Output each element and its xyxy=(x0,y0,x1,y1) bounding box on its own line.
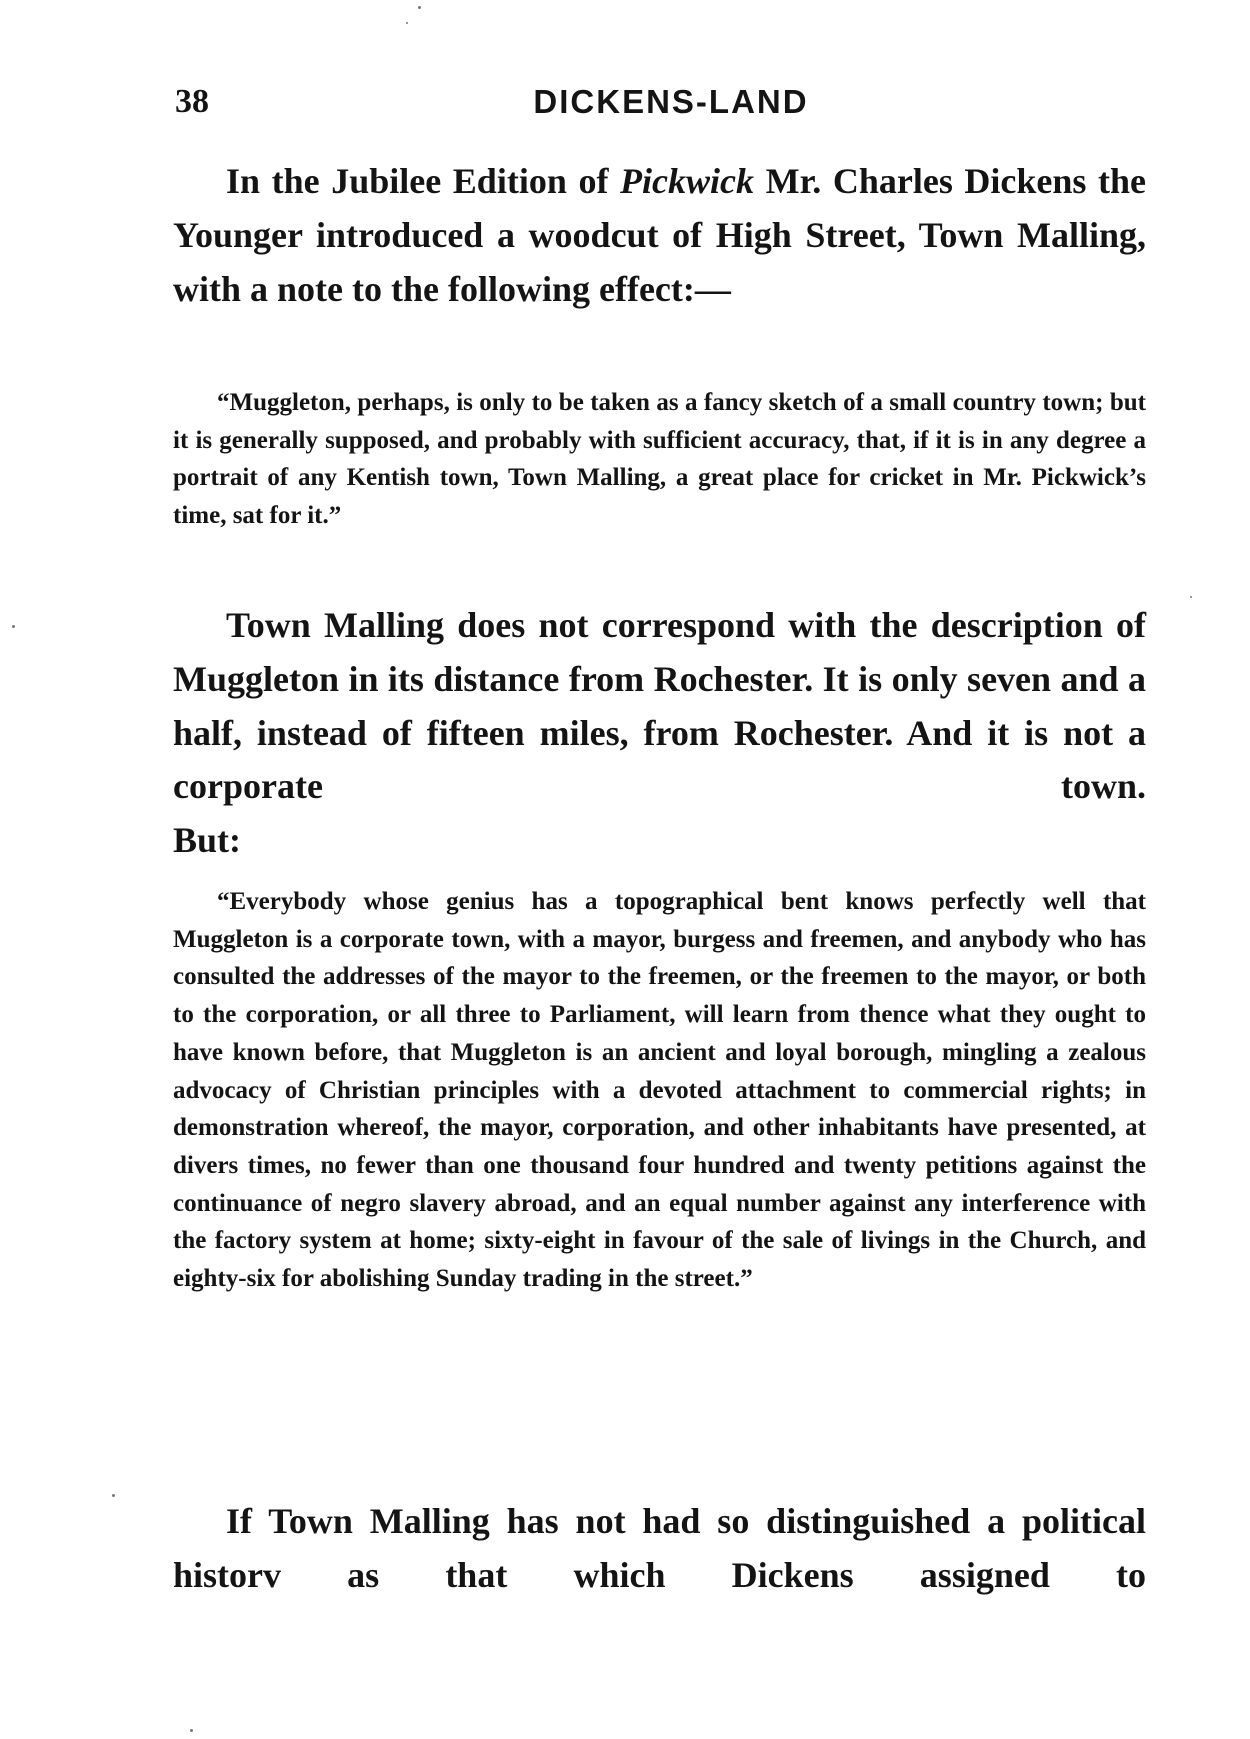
paragraph-2-main: Town Malling does not correspond with the description of Muggleton in its distance from Rochester. It is only seven and a half, instead of fifteen miles, from Rochester. And it is not a corporate town. xyxy=(173,605,1146,807)
book-title-italic: Pickwick xyxy=(620,161,754,201)
scan-speck xyxy=(406,22,408,24)
scan-speck xyxy=(1190,596,1192,598)
paragraph-1-text-start: In the Jubilee Edition of xyxy=(226,161,621,201)
paragraph-1-text-end: Mr. Charles Dickens the Younger introduced a woodcut of High Street, Town Malling, with a note to the following effect:— xyxy=(173,161,1147,309)
scan-speck xyxy=(12,625,15,628)
paragraph-2 xyxy=(173,599,1146,868)
paragraph-3: If Town Malling has not had so distinguished a political historv as that which Dickens assigned to xyxy=(173,1501,1146,1595)
page-number: 38 xyxy=(175,83,209,120)
scan-speck xyxy=(418,6,421,9)
running-head xyxy=(175,83,1147,133)
running-title: DICKENS-LAND xyxy=(533,83,809,120)
block-quote-1: “Muggleton, perhaps, is only to be taken as a fancy sketch of a small country town; but it is generally supposed, and probably with sufficient accuracy, that, if it is in any degree a portrait of any Kentish town, Town Malling, a great place for cricket in Mr. Pickwick’s time, sat for it.” xyxy=(173,389,1146,530)
paragraph-2-tail: But: xyxy=(173,820,242,861)
scan-speck xyxy=(190,1729,193,1732)
scan-speck xyxy=(112,1494,115,1497)
paragraph-1 xyxy=(173,155,1146,316)
block-quote-2: “Everybody whose genius has a topographical bent knows perfectly well that Muggleton is a corporate town, with a mayor, burgess and freemen, and anybody who has consulted the addresses of the mayor to the freemen, or the freemen to the mayor, or both to the corporation, or all three to Parliament, will learn from thence what they ought to have known before, that Muggleton is an ancient and loyal borough, mingling a zealous advocacy of Christian principles with a devoted attachment to commercial rights; in demonstration whereof, the mayor, corporation, and other inhabitants have presented, at divers times, no fewer than one thousand four hundred and twenty petitions against the continuance of negro slavery abroad, and an equal number against any interference with the factory system at home; sixty-eight in favour of the sale of livings in the Church, and eighty-six for abolishing Sunday trading in the street.” xyxy=(173,888,1146,1293)
